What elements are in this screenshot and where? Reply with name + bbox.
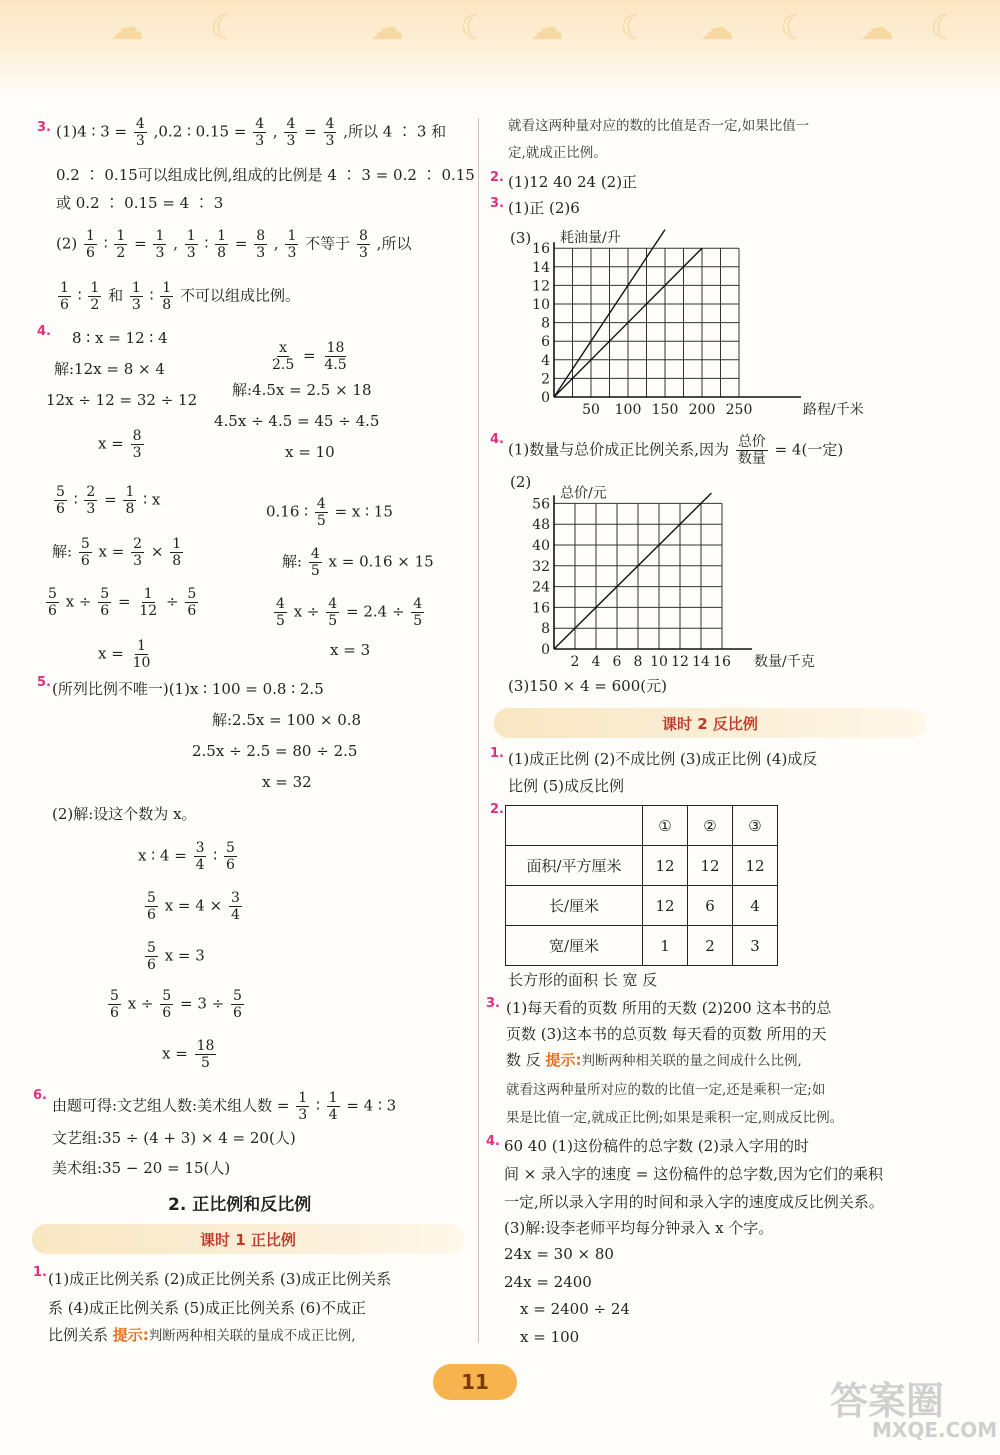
fuel-chart (520, 222, 864, 422)
r4-line7: x = 2400 ÷ 24 (520, 1300, 630, 1318)
page-number: 11 (433, 1364, 517, 1400)
question-number: 3. (490, 196, 504, 211)
r4-line2: 间 × 录入字的速度 = 这份稿件的总字数,因为它们的乘积 (504, 1165, 883, 1183)
q5-line5: (2)解:设这个数为 x。 (52, 805, 197, 823)
section-title: 2. 正比例和反比例 (168, 1195, 312, 1215)
y-axis-label: 耗油量/升 (560, 230, 621, 247)
y-tick-label: 40 (532, 538, 550, 554)
q4r-part3: (3)150 × 4 = 600(元) (508, 677, 667, 695)
q6-line2: 文艺组:35 ÷ (4 + 3) × 4 = 20(人) (52, 1129, 296, 1147)
header-banner (0, 0, 1000, 92)
q3-line1: (1)4 ∶ 3 = $\frac{4}{3}$ ,0.2 ∶ 0.15 = $\frac{4}{3}$ , $\frac{4}{3}$ = $\frac{4}{3}$ ,所以 4 ∶ 3 和 (56, 116, 447, 149)
r1-line2: 比例 (5)成反比例 (508, 777, 625, 795)
question-number: 4. (490, 432, 504, 447)
x-tick-label: 4 (591, 654, 601, 670)
y-tick-label: 8 (541, 621, 550, 638)
r3-line4: 就看这两种量所对应的数的比值一定,还是乘积一定;如 (506, 1082, 826, 1098)
x-tick-label: 50 (582, 402, 600, 418)
table-row (506, 806, 778, 846)
table-cell: 面积/平方厘米 (506, 846, 643, 886)
price-chart (520, 468, 830, 673)
x-tick-label: 2 (570, 654, 580, 670)
x-axis-label: 路程/千米 (803, 402, 864, 418)
q3-line4: (2) $\frac{1}{6}$ ∶ $\frac{1}{2}$ = $\frac{1}{3}$ , $\frac{1}{3}$ ∶ $\frac{1}{8}$ = $\frac{8}{3}$ , $\frac{1}{3}$ 不等于 $\frac{8}{3}$ ,所以 (56, 228, 412, 261)
r3-line3: 数 反 提示:判断两种相关联的量之间成什么比例, (506, 1051, 802, 1069)
cloud-icon: ☁ (370, 8, 404, 48)
q4-c4: x = $\frac{1}{10}$ (98, 638, 151, 671)
table-cell: 宽/厘米 (506, 926, 643, 966)
q4-c1: $\frac{5}{6}$ ∶ $\frac{2}{3}$ = $\frac{1}{8}$ ∶ x (56, 484, 161, 517)
table-cell: ② (688, 806, 733, 846)
y-tick-label: 2 (541, 371, 550, 388)
y-tick-label: 16 (532, 600, 550, 617)
q5-line3: 2.5x ÷ 2.5 = 80 ÷ 2.5 (192, 742, 358, 760)
q4-a2: 解:12x = 8 × 4 (54, 360, 165, 378)
q1-line2: 系 (4)成正比例关系 (5)成正比例关系 (6)不成正 (48, 1299, 367, 1317)
y-tick-label: 48 (532, 517, 550, 534)
q3-line3: 或 0.2 ∶ 0.15 = 4 ∶ 3 (56, 194, 224, 212)
q5-line8: $\frac{5}{6}$ x = 3 (147, 940, 205, 973)
table-row (506, 886, 778, 926)
question-number: 4. (486, 1134, 500, 1149)
q3-line2: 0.2 ∶ 0.15可以组成比例,组成的比例是 4 ∶ 3 = 0.2 ∶ 0.15 (56, 166, 475, 184)
x-tick-label: 150 (651, 402, 679, 418)
q4r-part2: (2) (510, 473, 532, 491)
x-axis-label: 数量/千克 (754, 654, 815, 670)
q3-line5: $\frac{1}{6}$ ∶ $\frac{1}{2}$ 和 $\frac{1}{3}$ ∶ $\frac{1}{8}$ 不可以组成比例。 (60, 280, 300, 313)
x-tick-label: 8 (633, 654, 643, 670)
question-number: 5. (37, 675, 51, 690)
x-tick-label: 16 (713, 654, 731, 670)
table-cell: 2 (688, 926, 733, 966)
y-tick-label: 12 (532, 278, 550, 295)
q5-line10: x = $\frac{18}{5}$ (162, 1038, 215, 1071)
watermark-url: MXQE.COM (872, 1418, 998, 1442)
r4-line8: x = 100 (520, 1328, 580, 1346)
question-number: 4. (37, 324, 51, 339)
r3-line2: 页数 (3)这本书的总页数 每天看的页数 所用的天 (506, 1025, 827, 1043)
moon-icon: ☾ (460, 8, 491, 48)
x-tick-label: 200 (688, 402, 716, 418)
q4-a3: 12x ÷ 12 = 32 ÷ 12 (46, 391, 198, 409)
r3-line5: 果是比值一定,就成正比例;如果是乘积一定,则成反比例。 (506, 1110, 844, 1126)
x-tick-label: 250 (725, 402, 753, 418)
question-number: 6. (33, 1088, 47, 1103)
question-number: 2. (490, 802, 504, 817)
r1-line1: (1)成正比例 (2)不成比例 (3)成正比例 (4)成反 (508, 750, 818, 768)
moon-icon: ☾ (780, 8, 811, 48)
q5-line4: x = 32 (262, 773, 312, 791)
q6-line1: 由题可得:文艺组人数:美术组人数 = $\frac{1}{3}$ ∶ $\frac{1}{4}$ = 4 ∶ 3 (52, 1090, 397, 1123)
q4-d2: 解: $\frac{4}{5}$ x = 0.16 × 15 (282, 546, 434, 579)
q4r-line1: (1)数量与总价成正比例关系,因为 $\frac{\text{总价}}{\text{数量}}$ = 4(一定) (508, 434, 844, 467)
x-tick-label: 12 (671, 654, 689, 670)
q4-b1: $\frac{x}{2.5}$ = $\frac{18}{4.5}$ (272, 340, 347, 373)
table-cell: 12 (688, 846, 733, 886)
y-tick-label: 56 (532, 496, 550, 513)
q4-b3: 4.5x ÷ 4.5 = 45 ÷ 4.5 (214, 412, 380, 430)
y-tick-label: 14 (532, 259, 550, 276)
y-tick-label: 10 (532, 297, 550, 313)
series-line (554, 493, 712, 649)
x-tick-label: 14 (692, 654, 710, 670)
column-divider (478, 118, 479, 1343)
rectangle-table (505, 805, 778, 966)
y-tick-label: 6 (541, 334, 550, 351)
q4-d3: $\frac{4}{5}$ x ÷ $\frac{4}{5}$ = 2.4 ÷ $\frac{4}{5}$ (276, 596, 423, 629)
table-cell: 6 (688, 886, 733, 926)
y-tick-label: 4 (541, 352, 550, 369)
r4-line5: 24x = 30 × 80 (504, 1245, 614, 1263)
cloud-icon: ☁ (700, 8, 734, 48)
q4-d1: 0.16 ∶ $\frac{4}{5}$ = x ∶ 15 (266, 496, 393, 529)
table-row (506, 926, 778, 966)
hint-label: 提示: (112, 1326, 149, 1344)
question-number: 2. (490, 170, 504, 185)
r4-line3: 一定,所以录入字用的时间和录入字的速度成反比例关系。 (504, 1193, 884, 1211)
continued-line1: 就看这两种量对应的数的比值是否一定,如果比值一 (508, 118, 810, 134)
q4-c2: 解: $\frac{5}{6}$ x = $\frac{2}{3}$ × $\frac{1}{8}$ (52, 536, 182, 569)
watermark-logo: 答案圈 (830, 1379, 945, 1423)
cloud-icon: ☁ (530, 8, 564, 48)
r2-after: 长方形的面积 长 宽 反 (508, 971, 658, 989)
q4-a1: 8 ∶ x = 12 ∶ 4 (72, 329, 168, 347)
x-tick-label: 100 (614, 402, 642, 418)
hint-label: 提示: (545, 1051, 582, 1069)
y-tick-label: 32 (532, 558, 550, 575)
y-tick-label: 0 (541, 642, 550, 658)
q5-line2: 解:2.5x = 100 × 0.8 (212, 711, 362, 729)
q4-a4: x = $\frac{8}{3}$ (98, 428, 142, 461)
lesson-band: 课时 2 反比例 (494, 708, 926, 738)
y-tick-label: 8 (541, 315, 550, 332)
q4-b4: x = 10 (285, 443, 335, 461)
moon-icon: ☾ (930, 8, 961, 48)
q5-line6: x ∶ 4 = $\frac{3}{4}$ ∶ $\frac{5}{6}$ (138, 840, 235, 873)
question-number: 3. (486, 996, 500, 1011)
r3-line1: (1)每天看的页数 所用的天数 (2)200 这本书的总 (506, 999, 832, 1017)
q5-line1: (所列比例不唯一)(1)x ∶ 100 = 0.8 ∶ 2.5 (52, 680, 324, 698)
question-number: 3. (37, 120, 51, 135)
table-cell: ③ (733, 806, 778, 846)
q1-line1: (1)成正比例关系 (2)成正比例关系 (3)成正比例关系 (48, 1270, 392, 1288)
table-row (506, 846, 778, 886)
moon-icon: ☾ (210, 8, 241, 48)
q2-answer: (1)12 40 24 (2)正 (508, 173, 638, 191)
table-cell: 1 (643, 926, 688, 966)
table-cell: 3 (733, 926, 778, 966)
table-cell (506, 806, 643, 846)
table-cell: 12 (643, 846, 688, 886)
r4-line1: 60 40 (1)这份稿件的总字数 (2)录入字用的时 (504, 1137, 809, 1155)
table-cell: 12 (643, 886, 688, 926)
r4-line6: 24x = 2400 (504, 1273, 592, 1291)
q6-line3: 美术组:35 − 20 = 15(人) (52, 1159, 231, 1177)
q4-d4: x = 3 (330, 641, 371, 659)
table-cell: 4 (733, 886, 778, 926)
question-number: 1. (490, 746, 504, 761)
x-tick-label: 10 (650, 654, 668, 670)
table-cell: 长/厘米 (506, 886, 643, 926)
q5-line7: $\frac{5}{6}$ x = 4 × $\frac{3}{4}$ (147, 890, 240, 923)
cloud-icon: ☁ (110, 8, 144, 48)
continued-line2: 定,就成正比例。 (508, 145, 607, 161)
q3-answer: (1)正 (2)6 (508, 199, 580, 217)
q4-b2: 解:4.5x = 2.5 × 18 (232, 381, 372, 399)
cloud-icon: ☁ (860, 8, 894, 48)
lesson-band: 课时 1 正比例 (32, 1224, 464, 1254)
y-tick-label: 0 (541, 390, 550, 406)
moon-icon: ☾ (620, 8, 651, 48)
y-tick-label: 16 (532, 241, 550, 258)
q1-line3: 比例关系 提示:判断两种相关联的量成不成正比例, (48, 1326, 356, 1344)
table-cell: ① (643, 806, 688, 846)
y-axis-label: 总价/元 (560, 485, 607, 502)
q3-part3: (3) (510, 229, 532, 247)
table-cell: 12 (733, 846, 778, 886)
q4-c3: $\frac{5}{6}$ x ÷ $\frac{5}{6}$ = $\frac{1}{12}$ ÷ $\frac{5}{6}$ (48, 586, 197, 619)
q5-line9: $\frac{5}{6}$ x ÷ $\frac{5}{6}$ = 3 ÷ $\frac{5}{6}$ (110, 988, 242, 1021)
y-tick-label: 24 (532, 579, 550, 596)
r4-line4: (3)解:设李老师平均每分钟录入 x 个字。 (504, 1219, 774, 1237)
x-tick-label: 6 (612, 654, 622, 670)
question-number: 1. (33, 1265, 47, 1280)
